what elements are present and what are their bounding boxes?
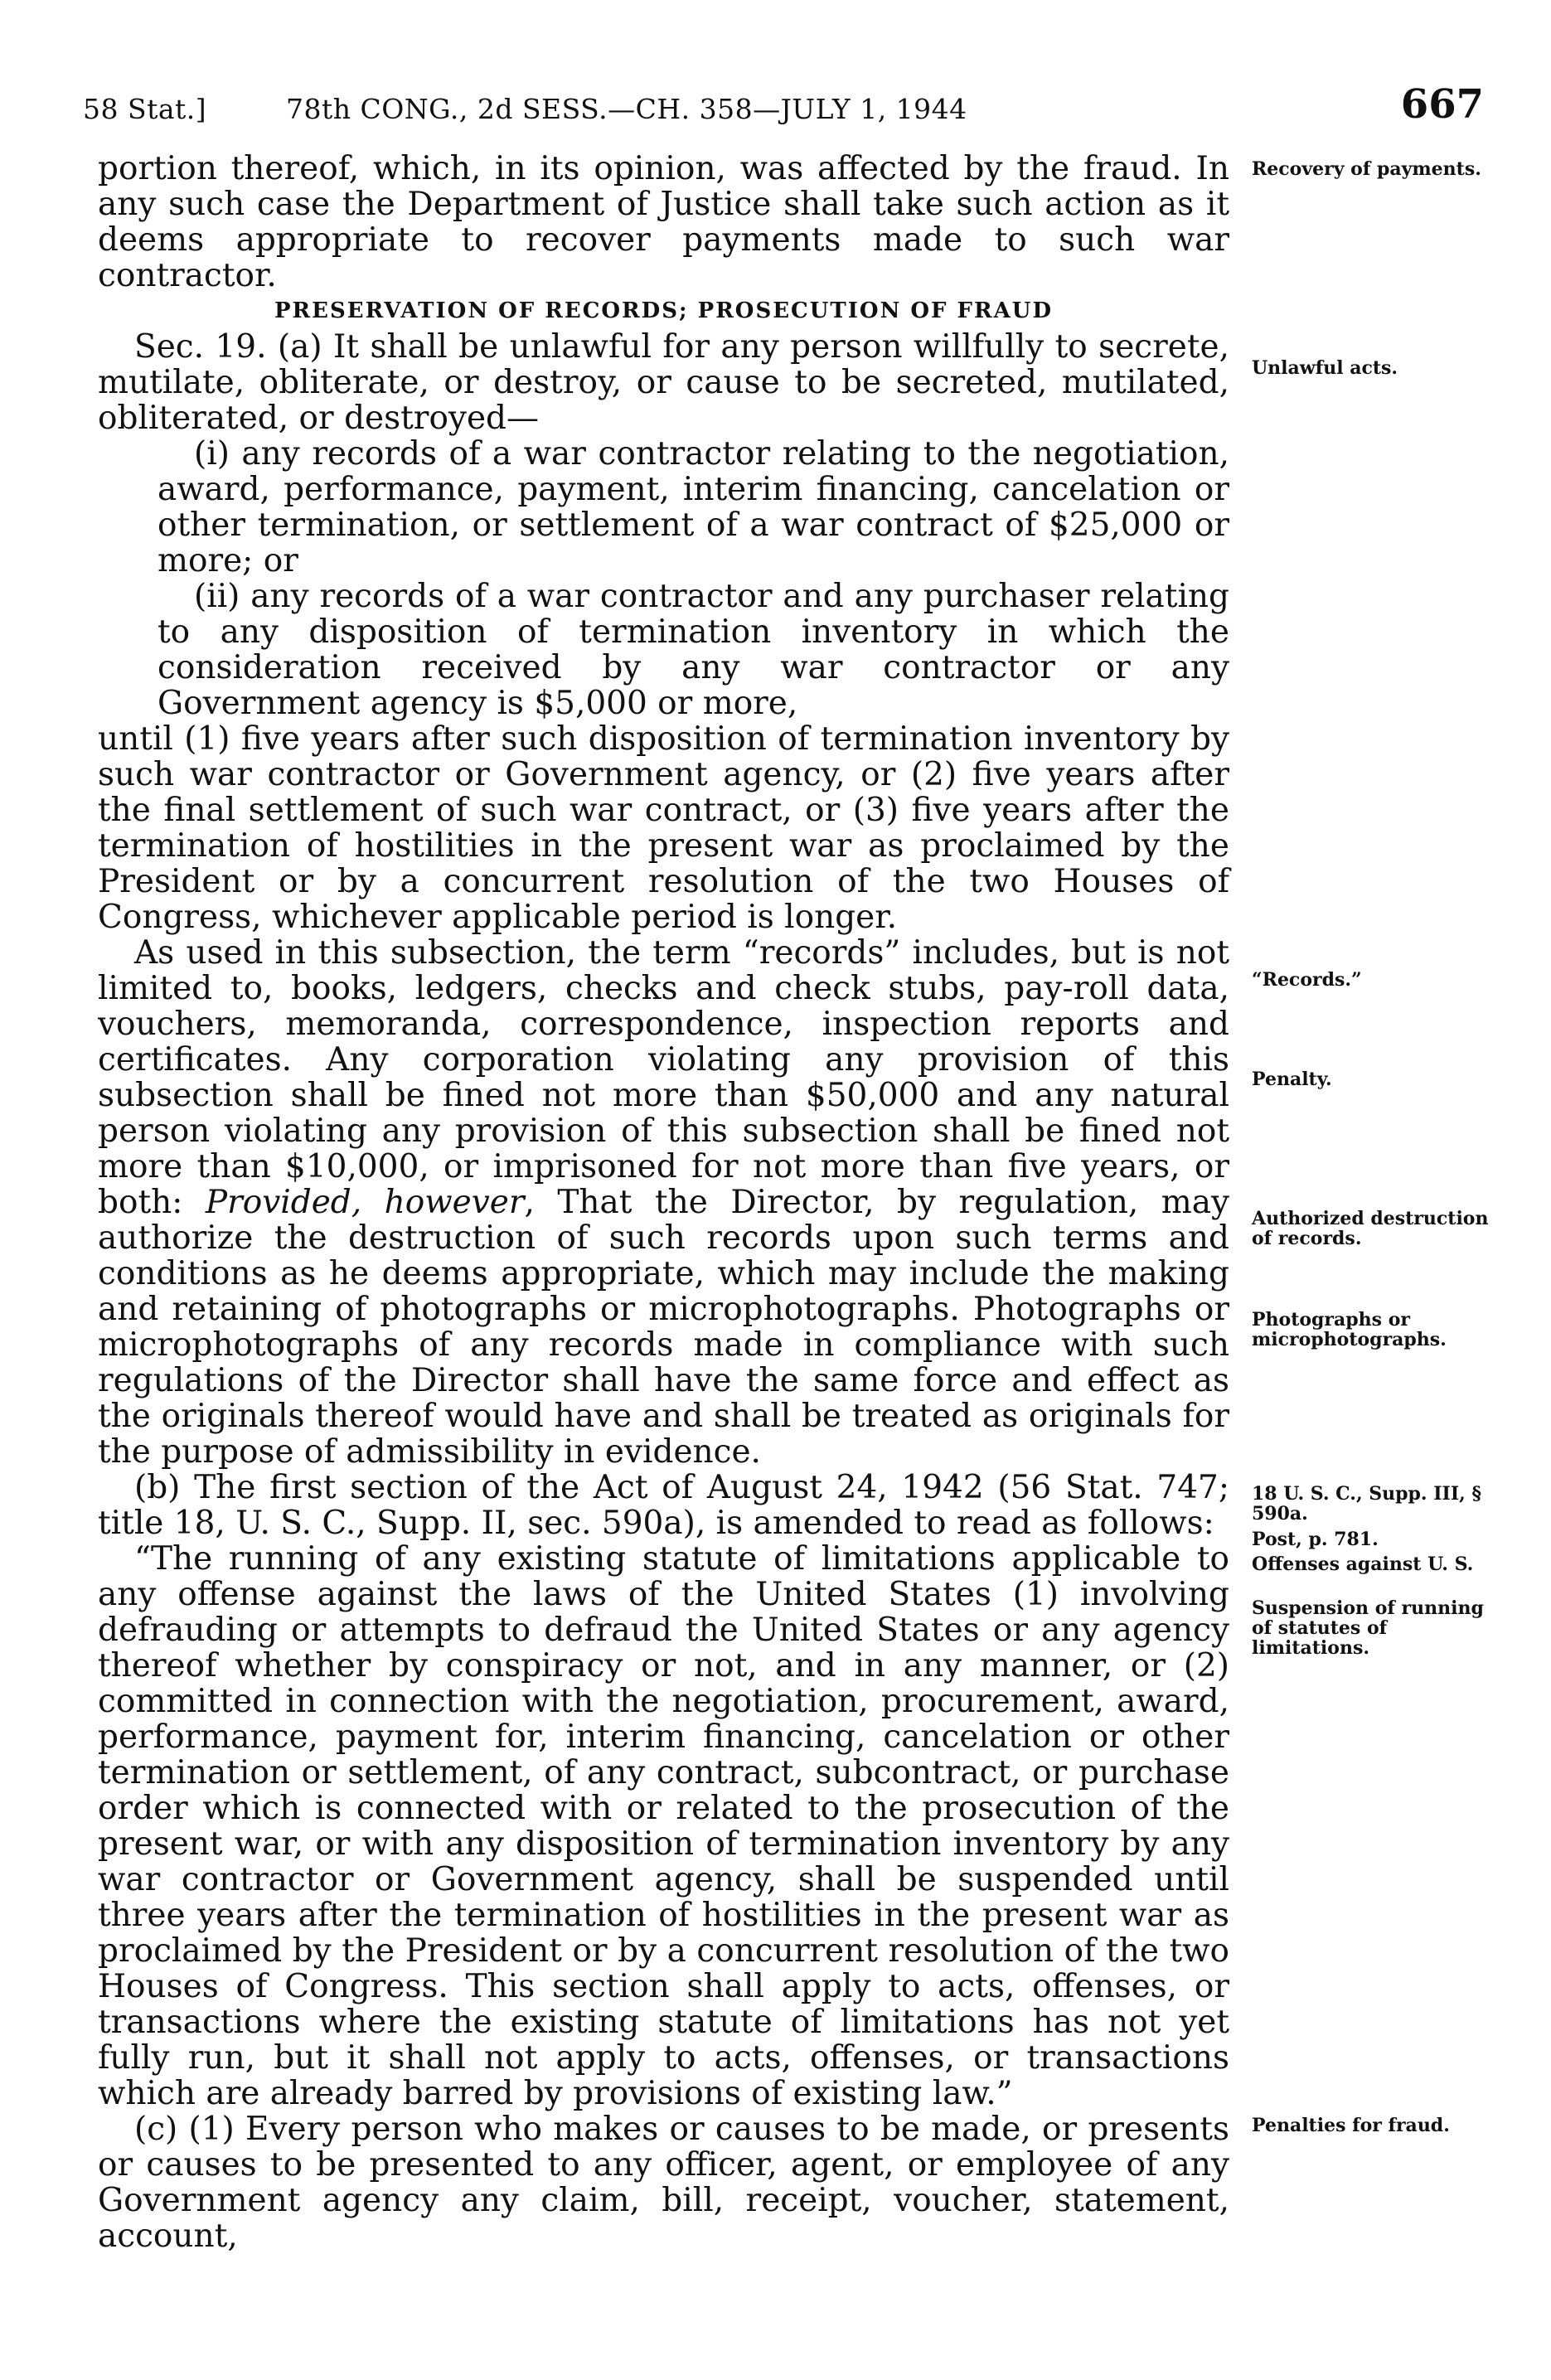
note-post-reference: Post, p. 781. xyxy=(1252,1529,1379,1550)
records-text-b: , That the Director, by regulation, may authorize the destruction of such records upon such terms and conditions as he deems appropriate, which may include the making and retaining of photographs or microphotographs. Photographs or microphotographs of any records made in compliance with such regulations of the Director shall have the same force and effect as the originals thereof would have and shall be treated as originals for the purpose of admissibility in evidence. xyxy=(98,1184,1229,1471)
margin-notes xyxy=(1252,0,1534,2380)
note-authorized-destruction: Authorized destruction of records. xyxy=(1252,1208,1489,1249)
paragraph-clause-i: (i) any records of a war contractor relating to the negotiation, award, performance, payment, interim financing, cancelation or other termination, or settlement of a war contract of $25,000 or more; or xyxy=(158,435,1229,579)
section-heading: PRESERVATION OF RECORDS; PROSECUTION OF FRAUD xyxy=(274,298,1053,323)
paragraph-records-definition xyxy=(98,935,1229,1470)
paragraph-recovery: portion thereof, which, in its opinion, was affected by the fraud. In any such case the Department of Justice shall take such action as it deems appropriate to recover payments made to such war contractor. xyxy=(98,150,1229,294)
records-text-a: As used in this subsection, the term “records” includes, but is not limited to, books, ledgers, checks and check stubs, pay-roll data, vouchers, memoranda, correspondence, inspection reports and certificates. Any corporation violating any provision of this subsection shall be fined not more than $50,000 and any natural person violating any provision of this subsection shall be fined not more than $10,000, or imprisoned for not more than five years, or both: xyxy=(98,934,1229,1221)
main-text xyxy=(98,151,1229,2254)
header-session: 78th CONG., 2d SESS.—CH. 358—JULY 1, 1944 xyxy=(286,93,967,125)
note-recovery: Recovery of payments. xyxy=(1252,158,1481,180)
page-number: 667 xyxy=(1400,81,1484,128)
paragraph-until: until (1) five years after such disposition of termination inventory by such war contractor or Government agency, or (2) five years after the final settlement of such war contract, or (3) five years after the termination of hostilities in the present war as proclaimed by the President or by a concurrent resolution of the two Houses of Congress, whichever applicable period is longer. xyxy=(98,720,1229,936)
note-offenses: Offenses against U. S. xyxy=(1252,1554,1474,1575)
note-penalties: Penalties for fraud. xyxy=(1252,2115,1450,2136)
note-usc-reference: 18 U. S. C., Supp. III, § 590a. xyxy=(1252,1483,1481,1524)
note-penalty: Penalty. xyxy=(1252,1069,1332,1090)
header-volume: 58 Stat.] xyxy=(83,93,207,125)
note-unlawful: Unlawful acts. xyxy=(1252,357,1398,379)
paragraph-subsection-b: (b) The first section of the Act of August 24, 1942 (56 Stat. 747; title 18, U. S. C., Supp. II, sec. 590a), is amended to read as follows: xyxy=(98,1469,1229,1542)
paragraph-clause-ii: (ii) any records of a war contractor and any purchaser relating to any disposition of termination inventory in which the consideration received by any war contractor or any Government agency is $5,000 or more, xyxy=(158,578,1229,722)
note-photographs: Photographs or microphotographs. xyxy=(1252,1309,1447,1350)
provided-however: Provided, however xyxy=(205,1184,525,1221)
paragraph-sec-19: Sec. 19. (a) It shall be unlawful for any person willfully to secrete, mutilate, obliterate, or destroy, or cause to be secreted, mutilated, obliterated, or destroyed— xyxy=(98,328,1229,437)
paragraph-subsection-c: (c) (1) Every person who makes or causes to be made, or presents or causes to be presented to any officer, agent, or employee of any Government agency any claim, bill, receipt, voucher, statement, account, xyxy=(98,2111,1229,2255)
note-suspension: Suspension of running of statutes of limitations. xyxy=(1252,1597,1484,1659)
note-records: “Records.” xyxy=(1252,969,1362,991)
paragraph-quoted-amendment: “The running of any existing statute of limitations applicable to any offense against the laws of the United States (1) involving defrauding or attempts to defraud the United States or any agency thereof whether by conspiracy or not, and in any manner, or (2) committed in connection with the negotiation, procurement, award, performance, payment for, interim financing, cancelation or other termination or settlement, of any contract, subcontract, or purchase order which is connected with or related to the prosecution of the present war, or with any disposition of termination inventory by any war contractor or Government agency, shall be suspended until three years after the termination of hostilities in the present war as proclaimed by the President or by a concurrent resolution of the two Houses of Congress. This section shall apply to acts, offenses, or transactions where the existing statute of limitations has not yet fully run, but it shall not apply to acts, offenses, or transactions which are already barred by provisions of existing law.” xyxy=(98,1540,1229,2112)
